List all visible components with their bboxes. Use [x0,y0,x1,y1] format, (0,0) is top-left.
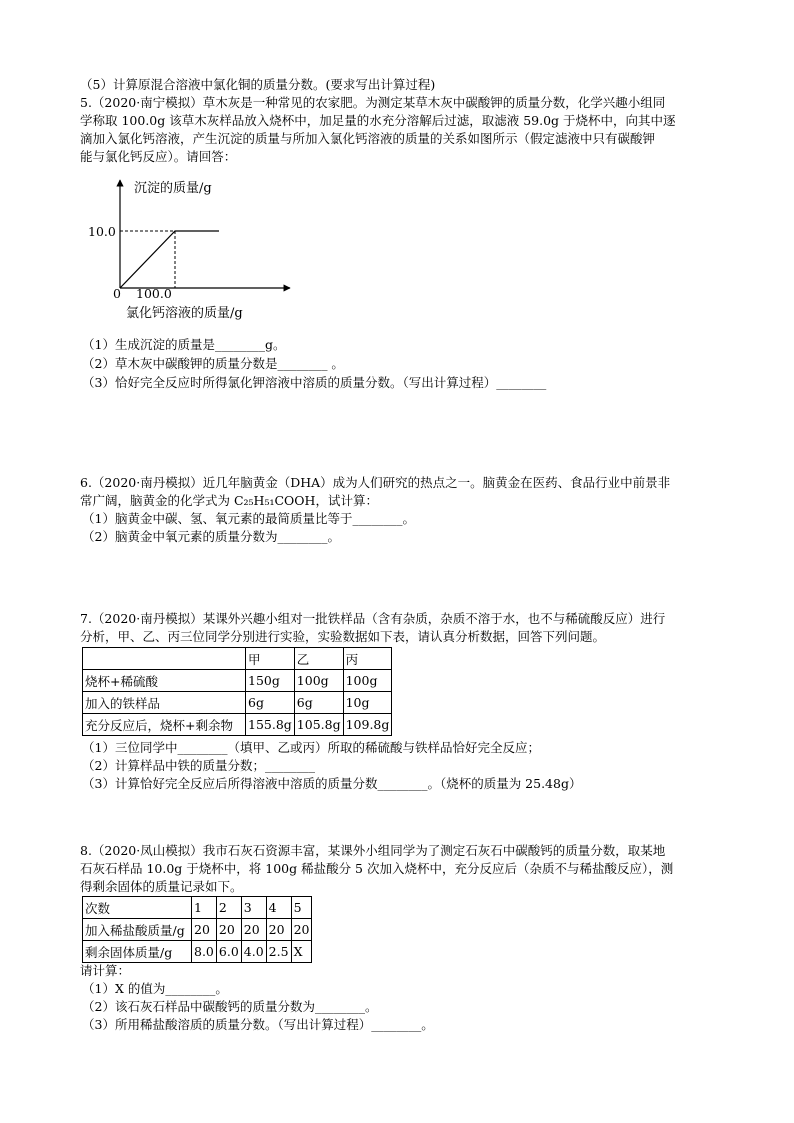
q5-sub-3: （3）恰好完全反应时所得氯化钾溶液中溶质的质量分数。（写出计算过程）________ [82,375,547,390]
table-cell: 充分反应后，烧杯+剩余物 [83,714,246,736]
table-header-cell: 2 [216,897,241,919]
q7-table [82,647,392,736]
table-row [83,714,392,736]
table-row [83,648,392,670]
table-cell: 150g [246,670,295,692]
table-cell: 20 [266,919,291,941]
q7-sub-3: （3）计算恰好完全反应后所得溶液中溶质的质量分数________。（烧杯的质量为 25.48g） [82,776,582,791]
series-line [120,231,219,288]
q8-calc: 请计算： [80,963,131,978]
table-row [83,941,312,963]
q8-sub-3: （3）所用稀盐酸溶质的质量分数。（写出计算过程）________。 [82,1017,434,1032]
q5-text-2: 学称取 100.0g 该草木灰样品放入烧杯中，加足量的水充分溶解后过滤，取滤液 59.0g 于烧杯中，向其中逐 [80,113,676,128]
q5-sub-1: （1）生成沉淀的质量是________g。 [82,337,286,352]
table-row [83,692,392,714]
table-cell: 加入稀盐酸质量/g [83,919,192,941]
q5-text-4: 能与氯化钙反应）。请回答： [80,149,237,164]
precipitate-chart [80,170,330,330]
q4-part5: （5）计算原混合溶液中氯化铜的质量分数。(要求写出计算过程) [80,77,436,92]
table-row [83,919,312,941]
table-header-cell: 3 [241,897,266,919]
table-cell: 105.8g [294,714,343,736]
q8-text-2: 石灰石样品 10.0g 于烧杯中，将 100g 稀盐酸分 5 次加入烧杯中，充分反应后（杂质不与稀盐酸反应），测 [80,861,674,876]
q8-text-1: 8.（2020·凤山模拟）我市石灰石资源丰富，某课外小组同学为了测定石灰石中碳酸钙的质量分数，取某地 [80,843,666,858]
q7-text-1: 7.（2020·南丹模拟）某课外兴趣小组对一批铁样品（含有杂质，杂质不溶于水，也不与稀硫酸反应）进行 [80,611,666,626]
table-cell: 4.0 [241,941,266,963]
table-cell [83,648,246,670]
q8-sub-1: （1）X 的值为________。 [82,981,228,996]
y-tick-label: 10.0 [88,224,116,239]
q7-sub-1: （1）三位同学中________（填甲、乙或丙）所取的稀硫酸与铁样品恰好完全反应； [82,740,540,755]
q6-sub-2: （2）脑黄金中氧元素的质量分数为________。 [82,529,340,544]
origin-label: 0 [113,286,121,301]
table-cell: 6.0 [216,941,241,963]
table-cell: 6g [246,692,295,714]
table-cell: 烧杯+稀硫酸 [83,670,246,692]
table-header-cell: 5 [291,897,312,919]
table-header-cell: 次数 [83,897,192,919]
table-header-cell: 1 [192,897,217,919]
table-cell: 加入的铁样品 [83,692,246,714]
table-cell: 2.5 [266,941,291,963]
y-axis-label: 沉淀的质量/g [134,181,212,196]
q6-text-2: 常广阔，脑黄金的化学式为 C₂₅H₅₁COOH，试计算： [80,493,378,508]
q8-text-3: 得剩余固体的质量记录如下。 [80,879,243,894]
q8-sub-2: （2）该石灰石样品中碳酸钙的质量分数为________。 [82,999,378,1014]
table-header-cell: 乙 [294,648,343,670]
table-cell: 剩余固体质量/g [83,941,192,963]
table-row [83,897,312,919]
q6-text-1: 6.（2020·南丹模拟）近几年脑黄金（DHA）成为人们研究的热点之一。脑黄金在医药、食品行业中前景非 [80,475,671,490]
table-cell: 109.8g [343,714,392,736]
q7-sub-2: （2）计算样品中铁的质量分数；________ [82,758,315,773]
table-cell: 20 [216,919,241,941]
table-cell: 20 [291,919,312,941]
q8-table [82,896,312,963]
x-axis-label: 氯化钙溶液的质量/g [126,306,243,321]
table-cell: 20 [192,919,217,941]
q5-sub-2: （2）草木灰中碳酸钾的质量分数是________ 。 [82,356,344,371]
table-cell: X [291,941,312,963]
table-header-cell: 4 [266,897,291,919]
table-cell: 100g [294,670,343,692]
table-cell: 6g [294,692,343,714]
table-cell: 155.8g [246,714,295,736]
q7-text-2: 分析，甲、乙、丙三位同学分别进行实验，实验数据如下表，请认真分析数据，回答下列问题。 [80,629,606,644]
table-cell: 20 [241,919,266,941]
table-header-cell: 丙 [343,648,392,670]
table-cell: 8.0 [192,941,217,963]
table-cell: 100g [343,670,392,692]
q6-sub-1: （1）脑黄金中碳、氢、氧元素的最简质量比等于________。 [82,511,415,526]
x-tick-label: 100.0 [136,286,172,301]
q5-text-1: 5.（2020·南宁模拟）草木灰是一种常见的农家肥。为测定某草木灰中碳酸钾的质量分数，化学兴趣小组同 [80,95,666,110]
table-header-cell: 甲 [246,648,295,670]
table-cell: 10g [343,692,392,714]
table-row [83,670,392,692]
q5-text-3: 滴加入氯化钙溶液，产生沉淀的质量与所加入氯化钙溶液的质量的关系如图所示（假定滤液中只有碳酸钾 [80,131,656,146]
